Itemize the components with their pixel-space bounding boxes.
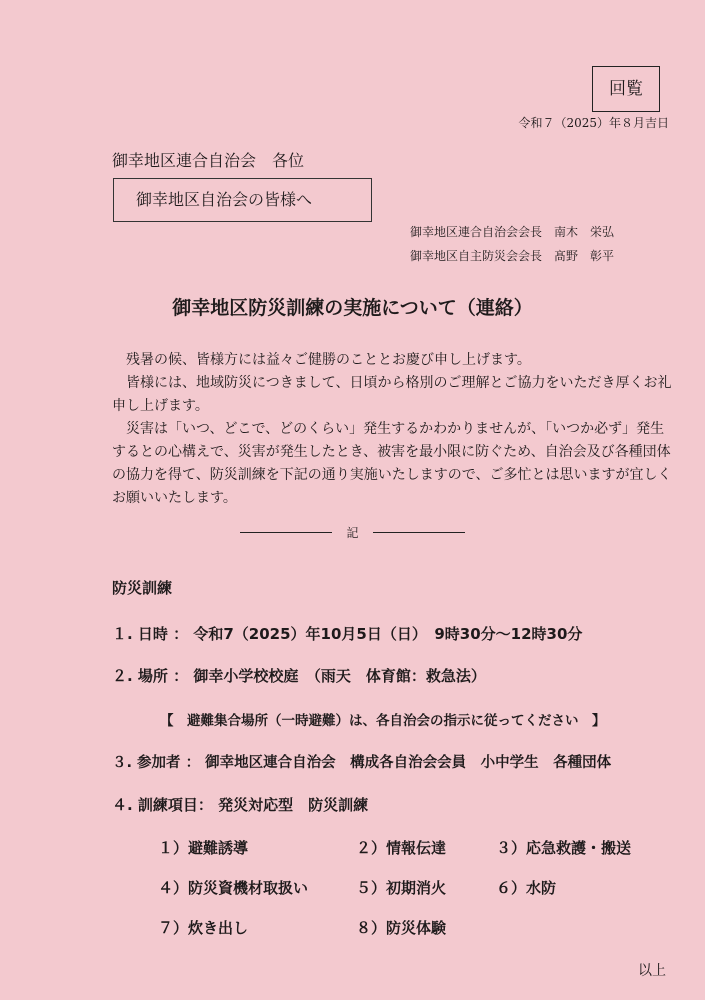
circulation-stamp: 回覧 (592, 66, 660, 112)
training-item: １）避難誘導 (158, 839, 249, 857)
item-date: １. 日時 ： 令和7（2025）年10月5日（日） 9時30分～12時30分 (112, 625, 583, 643)
document-title: 御幸地区防災訓練の実施について（連絡） (172, 297, 533, 319)
item-participants: ３. 参加者 ： 御幸地区連合自治会 構成各自治会会員 小中学生 各種団体 (112, 755, 612, 771)
training-item: ８）防災体験 (356, 919, 447, 937)
boxed-greeting: 御幸地区自治会の皆様へ (113, 178, 372, 222)
training-item: ６）水防 (496, 879, 557, 897)
body-text (112, 349, 675, 510)
ki-separator (0, 524, 705, 541)
item-evacuation-note: 【 避難集合場所（一時避難）は、各自治会の指示に従ってください 】 (160, 713, 606, 729)
training-item: ２）情報伝達 (356, 839, 447, 857)
item-place: ２. 場所 ： 御幸小学校校庭 （雨天 体育館：救急法） (112, 667, 486, 685)
item-training: ４. 訓練項目： 発災対応型 防災訓練 (112, 796, 369, 814)
separator-line-left (240, 532, 332, 533)
training-item: ３）応急救護・搬送 (496, 839, 632, 857)
closing-mark: 以上 (638, 963, 666, 979)
section-title: 防災訓練 (112, 579, 173, 597)
training-item: ７）炊き出し (158, 919, 249, 937)
separator-line-right (373, 532, 465, 533)
sender-2: 御幸地区自主防災会会長 髙野 彰平 (410, 249, 615, 263)
paragraph-thanks: 皆様には、地域防災につきまして、日頃から格別のご理解とご協力をいただき厚くお礼申し上げます。 (112, 375, 672, 414)
paragraph-greeting: 残暑の候、皆様方には益々ご健勝のこととお慶び申し上げます。 (126, 352, 531, 368)
ki-label: 記 (346, 526, 359, 540)
paragraph-notice: 災害は「いつ、どこで、どのくらい」発生するかわかりませんが、「いつか必ず」発生するとの心構えで、災害が発生したとき、被害を最小限に防ぐため、自治会及び各種団体の協力を得て、防災訓練を下記の通り実施いたしますので、ご多忙とは思いますが宜しくお願いいたします。 (112, 421, 672, 506)
addressee: 御幸地区連合自治会 各位 (112, 151, 305, 170)
training-item: ４）防災資機材取扱い (158, 879, 309, 897)
training-item: ５）初期消火 (356, 879, 447, 897)
issue-date: 令和７（2025）年８月吉日 (518, 116, 669, 130)
sender-1: 御幸地区連合自治会会長 南木 栄弘 (410, 225, 615, 239)
